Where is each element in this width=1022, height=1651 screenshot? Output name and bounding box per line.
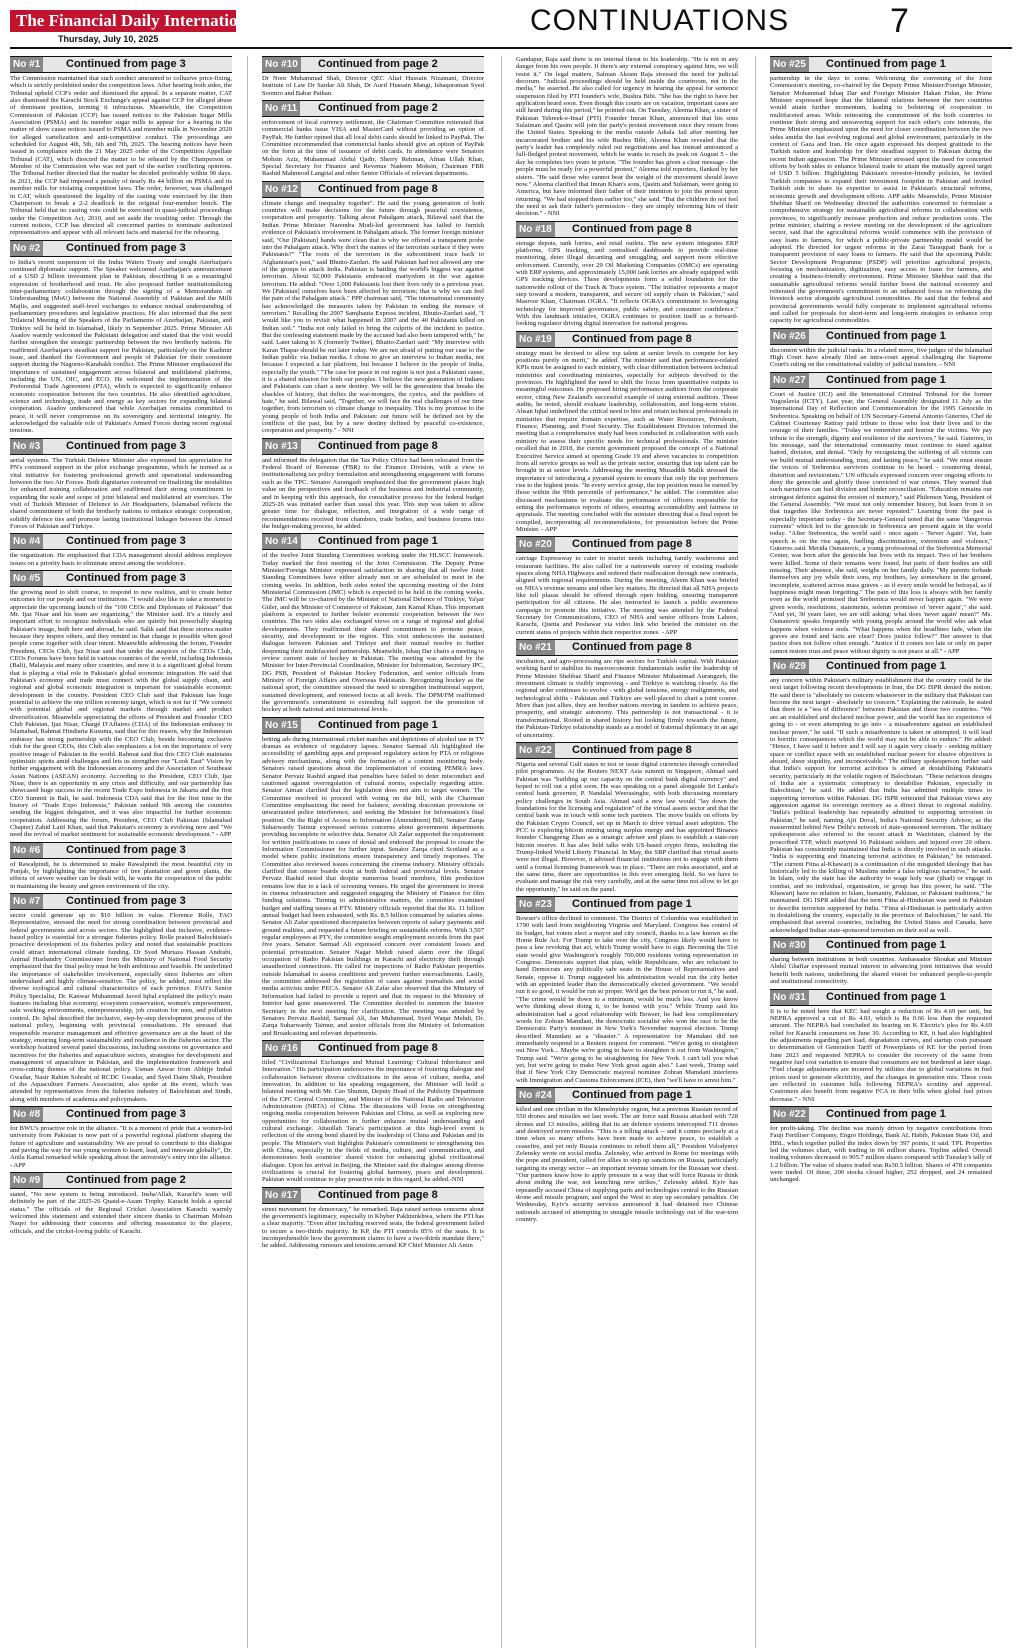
article-number: No #12	[262, 182, 301, 197]
continued-label: Continued from page 1	[826, 1107, 946, 1120]
article-header	[262, 100, 484, 117]
article-number: No #29	[770, 659, 809, 674]
column-1	[10, 56, 232, 1648]
article	[262, 181, 484, 435]
article-number: No #2	[10, 241, 43, 256]
masthead-rule	[10, 47, 1012, 49]
article-header	[516, 536, 738, 553]
article-header	[10, 1106, 232, 1123]
article-header	[10, 893, 232, 910]
continued-label: Continued from page 3	[66, 1107, 186, 1120]
article	[770, 1106, 992, 1184]
article-text: of Rawalpindi, he is determined to make Rawalpindi the most beautiful city in Punjab, by highlighting the importance of tree plantation and green plants, the effects of severe weather can be dealt with, he wants the cooperation of the public in maintaining the beauty and green environment of the city.	[10, 860, 232, 890]
article-header	[770, 658, 992, 675]
continued-label: Continued from page 3	[66, 843, 186, 856]
article	[262, 533, 484, 714]
article-header	[10, 438, 232, 455]
continued-label: Continued from page 2	[318, 102, 438, 115]
paper-name: The Financial Daily International	[16, 11, 261, 30]
article-header	[516, 896, 738, 913]
column-3	[516, 56, 738, 1648]
article-text: Court of Justice (ICJ) and the International Criminal Tribunal for the former Yugoslavia (ICTY). Last year, the General Assembly designated 11 July as the International Day of Reflection and Commemoration for the 1995 Genocide in Srebrenica. Speaking on behalf of UN Secretary-General Antonio Guterres, Chef de Cabinet Courtenay Rattray paid tribute to those who lost their lives and to the courage of their families. "Today we remember and honour the victims. We pay tribute to the strength, dignity and resilience of the survivors," he said. Guterres, in his message, said the international community must continue to stand against hatred, division, and denial. "Only by recognizing the suffering of all victims can we build mutual understanding, trust, and lasting peace," he said. "We must ensure the voices of Srebrenica survivors continue to be heard - countering denial, distortion and revisionism." UN officials expressed concern over ongoing efforts to deny the genocide and glorify those convicted of war crimes. They warned that such narratives can fuel division and hinder reconciliation. "Education remains our strongest defence against the erosion of memory," said Philemon Yang, President of the General Assembly. "We must not only remember history, but learn from it so that tragedies like Srebrenica are never repeated." Learning from the past is especially important today - the Secretary-General noted that the same "dangerous currents" which led to the genocide in Srebrenica are present again in the world today. "After Srebrenica, the world said - once again - 'Never Again'. Yet, hate speech is on the rise again, fuelling discrimination, extremism and violence," Guterres said. Merida Osmanovic, a young professional of the Srebrenica Memorial Center, was born after the genocide but lives with its impact. Two of her brothers were killed. Some of their remains were found, but parts of their bodies are still missing. Their absence, she said, weighs on her family daily. "My parents forbade themselves any joy while their sons, my brothers, lay somewhere in the ground, incomplete, scattered across mass graves - as if every smile would be betrayal, as if happiness might mean forgetting." The pain of this loss is always with her family even as the world promised that Srebrenica would never happen again. "We were given words, resolutions, statements, solemn promises of 'never again'," she said. "And yet, 30 years later, we are still asking: what does 'never again' mean?" Ms. Osmanovic speaks frequently with young people around the world who ask what happens when violence ends. "What happens when the headlines fade, when the graves are found and facts are clear? Does justice follow?" Her answer is that justice does not follow often enough. "Justice if it comes too late or only on paper cannot restore trust and peace without dignity is not peace at all." - APP	[770, 390, 992, 655]
article	[516, 331, 738, 534]
column-divider	[755, 56, 756, 1648]
article-text: The Commission maintained that such conduct amounted to collusive price-fixing, which is strictly prohibited under the competition laws. After hearing both sides, the Tribunal upheld CCP's order and dismissed the appeal. In a separate matter, CAT also dismissed the Karachi Stock Exchange's appeal against CCP for alleged abuse of dominant position, terming it infructuous. Meanwhile, the Competition Commission of Pakistan (CCP) has issued notices to the Pakistan Sugar Mills Association (PSMA) and its member sugar mills to appear for a hearing in the matter of show cause notices issued to PSMA and member mills in November 2020 for alleged cartelization and anti-competitive conduct. The proceedings are scheduled for August 4th, 5th, 6th and 7th, 2025. The hearing notices have been issued in compliance with the 21 May 2025 order of the Competition Appellate Tribunal (CAT), which directed the matter to be reheard by the Chairperson or Member of the Commission who was not part of the earlier conflicting opinions. The Tribunal further directed that the matter be decided preferably within 90 days. In 2021, the CCP had imposed a penalty of nearly Rs 44 billion on PSMA and its member mills for violating competition laws. The order, however, was challenged in CAT, which questioned the legality of the casting vote exercised by the then Chairperson to break a 2-2 deadlock in the original four-member bench. The Tribunal held that no casting vote could be exercised in quasi-judicial proceedings under the Competition Act, 2010, and set aside the resulting order. Through the current notices, CCP has directed all concerned parties to nominate authorized representatives and appear with all relevant facts and material for the rehearing.	[10, 75, 232, 237]
column-divider	[247, 56, 248, 1648]
article-number: No #24	[516, 1088, 555, 1103]
article-text: Gandapur, Raja said there is no internal threat to his leadership. "He is not in any danger from his own people. If there's any external conspiracy against him, we will resist it." On legal matters, Salman Akram Raja stressed the need for judicial decorum. "Judicial proceedings should be held inside the courtroom, not in the media," he asserted. He also called for urgency in hearing the appeal for sentence suspension filed by PTI founder's wife, Bushra Bibi. "She has the right to have her application heard soon. Even though this courts are on vacation, important cases are still heard during this period," he pointed out. On Tuesday, Aleema Khan, a sister of Pakistan Tehreek-e-Insaf (PTI) Founder Imran Khan, announced that his sons Sulaiman and Qasim will join the party's protest movement once they return from the United States. Speaking to the media outside Adiala Jail after meeting her incarcerated brother and his wife Bushra Bibi, Aleema Khan revealed that the party's leader has completely ruled out negotiations and has instead announced a full-fledged protest movement, which he wants to reach its peak on August 5 - the day he completes two years in prison. "The founder has given a clear message - the people must be ready for a powerful protest," Aleema told reporters, flanked by her sisters. "He said those who cannot bear the weight of the movement should leave now." Aleema clarified that Imran Khan's sons, Qasim and Sulaiman, were going to America, but have informed their father of their intention to join the protest upon returning. "We had stopped them earlier too," she said. "But the children do not feel the need to ask their father's permission - they are simply informing him of their decision." - NNI	[516, 56, 738, 218]
article	[262, 717, 484, 1037]
article	[770, 658, 992, 934]
article-number: No #22	[770, 1107, 809, 1122]
article	[770, 56, 992, 325]
article	[10, 438, 232, 530]
article-text: Bowser's office declined to comment. The District of Columbia was established in 1790 with land from neighboring Virginia and Maryland. Congress has control of its budget, but voters elect a mayor and city council, thanks to a law known as the Home Rule Act. For Trump to take over the city, Congress likely would have to pass a law revoking that act, which Trump would have to sign. Becoming the 51st state would give Washington's roughly 700,000 residents voting representation in Congress. Democrats support that plan, while Republicans, who are reluctant to hand Democrats any politically safe seats in the House of Representatives and Senate, oppose it. Trump suggested his administration would run the city better with an appointed leader than the democratically elected government. "We would run it so good, it would be run so proper. We'd get the best person to run it," he said. "The crime would be down to a minimum, would be much less. And you know we're thinking about doing it, to be honest with you." While Trump said his administration had a good relationship with Bowser, he had less complimentary words for Zohran Mamdani, the democratic socialist who won the race to be the Democratic Party's nominee in New York's November mayoral election. Trump described Mamdani as a "disaster." A representative for Mamdani did not immediately respond to a Reuters request for comment. "We're going to straighten out New York... Maybe we're going to have to straighten it out from Washington," Trump said. "We're going to be straightening for New York. I can't tell you what yet, but we're going to make New York great again also." Last week, Trump said that if New York City Democratic mayoral nominee Zohran Mamdani interferes with Immigration and Customs Enforcement (ICE), then "we'll have to arrest him."	[516, 915, 738, 1084]
continued-label: Continued from page 1	[318, 535, 438, 548]
article-number: No #19	[516, 332, 555, 347]
article-number: No #10	[262, 57, 301, 72]
article	[770, 989, 992, 1103]
article-text: discontent within the judicial ranks. In a related move, five judges of the Islamabad High Court have already filed an intra-court appeal challenging the Supreme Court's ruling on the constitutional validity of judicial transfers. - NNI	[770, 346, 992, 369]
article-text: and informed the delegation that the Tax Policy Office had been relocated from the Federal Board of Revenue (FBR) to the Finance Division, with a view to institutionalizing tax policy formulation and strengthening engagement with forums such as the TPC. Senator Aurangzeb emphasized that the government places high value on the perspectives and feedback of the business and industrial community, and in keeping with this approach, the consultative process for the federal budget 2025-26 was initiated earlier than usual this year. This step was taken to allow greater time for dialogue, reflection, and integration of a wide range of recommendations received from chambers, trade bodies, and business forums into the budget-making process, he added.	[262, 456, 484, 530]
continued-label: Continued from page 8	[572, 332, 692, 345]
article-number: No #21	[516, 640, 555, 655]
article-number: No #8	[10, 1107, 43, 1122]
article-text: aerial systems. The Turkish Defence Minister also expressed his appreciation for PN's continued support in the pilot exchange programme, which he termed as a vital initiative for fostering professional growth and operational understanding between the two Air Forces. Both dignitaries concurred on finalizing the modalities for enhanced training collaboration and reaffirmed their strong commitment to expanding the scale and scope of joint bilateral and multilateral air exercises. The visit of Turkish Minister of Defence to Air Headquarters, Islamabad reflects the shared commitment of both the brotherly nations to enhance strategic cooperation, solidify defence ties and promote lasting institutional linkages between the Armed Forces of Pakistan and Türkiye.	[10, 456, 232, 530]
article-text: strategy must be devised to allow top talent at senior levels to compete for key positions purely on merit," he added. The minister said that performance-related KPIs must be assigned to each ministry, with clear differentiation between technical ministries and coordinating ministries, especially for subjects devolved to the provinces. He highlighted the need to shift the focus from quantitative outputs to meaningful outcomes. He proposed hiring performance auditors from the corporate sector, citing New Zealand's successful example of using external auditors. These audits, he noted, should evaluate leadership, collaboration, and long-term vision. Ahsan Iqbal underlined the critical need to hire and retain technical professionals in ministries that require domain expertise, such as Water Resources, Petroleum, Finance, Planning, and Food Security. The Establishment Division informed the meeting that a comprehensive study had been conducted in collaboration with each ministry to assess their specific needs for technical professionals. The minister recalled that in 2018, the current government proposed the concept of a National Executive Service aimed at opening Grade 19 and above vacancies to competition from all service groups as well as the private sector, ensuring that top talent can be brought in at senior levels. Addressing the meeting Musaddik Malik stressed the importance of introducing a pyramid system to ensure that only the top performers rise to the highest posts. "In every service group, the top position must be earned by those within the 99th percentile of performance," he added. The committee also discussed mechanisms to evaluate the performance of officers responsible for setting the performance reports of others, ensuring accountability and fairness in appraisals. The meeting concluded with the minister directing that a final report be compiled, incorporating all recommendations, for presentation before the Prime Minister. - APP	[516, 349, 738, 533]
article	[516, 536, 738, 636]
continued-label: Continued from page 8	[572, 641, 692, 654]
publication-date: Thursday, July 10, 2025	[58, 34, 159, 44]
continued-label: Continued from page 1	[826, 939, 946, 952]
masthead	[0, 0, 1022, 50]
continued-label: Continued from page 8	[318, 182, 438, 195]
article	[262, 56, 484, 97]
article-number: No #23	[516, 897, 555, 912]
article-number: No #11	[262, 101, 300, 116]
article-text: of the twelve Joint Standing Committees working under the HLSCC framework. Today marked the first meeting of the Joint Commission. The Deputy Prime Minister/Foreign Minister expressed satisfaction in sharing that all twelve Joint Standing Committees have either already met or are scheduled to meet in the coming weeks. In addition, both sides noted the upcoming meeting of the Joint Ministerial Commission (JMC) which is expected to be held in the coming weeks. The JMC will be co-chaired by the Minister of National Defence of Türkiye, Ya'şar Güler, and the Minister of Commerce of Pakistan, Jam Kamal Khan. This important platform is expected to further bolster economic cooperation between the two countries. The two sides also exchanged views on a range of regional and global developments. They reaffirmed their shared commitment to promote peace, security, and development in the region. This visit underscores the sustained dialogue between Pakistan and Türkiye and their mutual resolve to further deepening their multifaceted partnership. Meanwhile, Ishaq Dar chairs a meeting to review current state of hockey in Pakistan. The meeting was attended by the Minister for Inter-Provincial Coordination, Minister for Information, Secretary IPC, DG PSB, President of Pakistan Hockey Federation, and senior officials from Ministry of Foreign Affairs and Overseas Pakistanis. Recognizing hockey as the national sport, the committee stressed the need to strengthen institutional support, sustained development, and renewed focus at all levels. The DPM/FM reaffirmed the government's commitment to extending full support for the promotion of hockey at both national and international levels.	[262, 552, 484, 714]
article-number: No #4	[10, 534, 43, 549]
continued-label: Continued from page 8	[318, 1041, 438, 1054]
article-header	[10, 1172, 232, 1189]
continued-label: Continued from page 1	[572, 1088, 692, 1101]
article-text: the growing need to shift course, to respond to new realities, and to create better outcomes for our people and our institutions. "I would also like to take a moment to appreciate the upcoming launch of the "100 CEOs and Diplomats of Pakistan" that Mr. Ijaz Nisar and his team are organizing," the Minister said. It's a timely and important effort to recognize individuals who are quietly but powerfully shaping Pakistan's image, both here and abroad, he said. Salik said that these stories matter because they inspire others, and they remind us that change is possible when good people come together with clear intent. Meanwhile addressing the forum, Founder President, CEOs Club, Ijaz Nisar said that under the auspices of the CEOs Club, CEOs Forums have been held in various countries of the world, including Indonesia (Bali), Malaysia and many other countries, and now it is a significant global forum that is playing a vital role in Pakistan's global economic integration. He said that Pakistan's economy and trade must connect with the global supply chain, and regional and global economic integration is important for sustainable economic development in the country. President CEO Club said that Pakistan has huge potential to achieve the one trillion economy target, which is not far if "We connect with potential global and regional markets through market and product diversification. Meanwhile appreciating the efforts of President and Founder CEO Club Pakistan, Ijaz Nisar, Chargé D'Affaires (CDA) of the Indonesian embassy in Islamabad, Rahmat Hindiarta Kusuma, said that for this reason, why the Indonesian embassy has strong partnership with the CEO Club, beside becoming exclusive club for the great CEOs, this Club also emphasizes a lot on the importance of very positive image of Pakistan in the world. Rahmat said that this CEO Club maintains optimistic spirits amid challenges and lets us strengthen our "Look East" Vision by further engagement with the Indonesian economy and the Association of Southeast Asian Nations (ASEAN) economy. According to the President, CEO Club, Ijaz Nisar, there is an opportunity in any crisis and difficulty, and our partnership has showcased huge success in the recent Trade Expo Indonesia in Jakarta and the first CEO Summit in Bali, he said. Indonesia CDA said that for the first time in the history of "Trade Expo Indonesia," Pakistan ranked 9th among the countries sending the biggest delegation, and it was also impactful for further economic cooperation. Addressing the forum, President, CEO Club Pakistan (Islamabad Chapter) Zahid Latif Khan, said that Pakistan's economy is evolving now and "We need the revival of market sentiment for sustainable economic development." - APP	[10, 588, 232, 839]
article-header	[262, 438, 484, 455]
continued-label: Continued from page 1	[318, 718, 438, 731]
article	[770, 328, 992, 369]
article	[10, 56, 232, 237]
article-text: enforcement of local currency settlement, the Chairman Committee reiterated that commercial banks issue VISA and MasterCard without providing an option of PayPak. He further opined that all local debit cards should be linked to PayPak. The Committee recommended that commercial banks should give an option of PayPak on the form at the time of issuance of debit cards. In attendance were Senators Mohsin Aziz, Muhammad Abdul Qadir, Sherry Rehman, Afnan Ullah Khan, Special Secretary for Finance and Revenue Nadeem Mohsin, Chairman FBR Rashid Mahmood Langrial and other Senior Officials of relevant departments.	[262, 119, 484, 178]
article-number: No #17	[262, 1188, 301, 1203]
article-header	[262, 56, 484, 73]
article	[516, 221, 738, 328]
continued-label: Continued from page 3	[66, 241, 186, 254]
continued-label: Continued from page 2	[318, 58, 438, 70]
continued-label: Continued from page 8	[318, 1188, 438, 1201]
article-text: Nigeria and several Gulf states to test or issue digital currencies through controlled pilot programmes. At the Reuters NEXT Asia summit in Singapore, Ahmad said Pakistan was "building up our capacity on the central bank digital currency" and hoped to roll out a pilot soon. He was speaking on a panel alongside Sri Lanka's central bank governor, P. Nandalal Weerasinghe, with both discussing monetary policy challenges in South Asia. Ahmad said a new law would "lay down the foundations for the licensing and regulation" of the virtual assets sector and that the central bank was in touch with some tech partners. The move builds on efforts by the Pakistan Crypto Council, set up in March to drive virtual asset adoption. The PCC is exploring bitcoin mining using surplus energy and has appointed Binance founder Changpeng Zhao as a strategic adviser and plans to establish a state-run bitcoin reserve. It has also held talks with US-based crypto firms, including the Trump-linked World Liberty Financial. In May, the SBP clarified that virtual assets were not illegal. However, it advised financial institutions not to engage with them until a formal licensing framework was in place. "There are risks associated, and at the same time, there are opportunities in this ever emerging field. So we have to evaluate and manage the risk very carefully, and at the same time not allow to let go the opportunity," he said on the panel.	[516, 760, 738, 893]
article	[516, 1087, 738, 1224]
continued-label: Continued from page 8	[318, 439, 438, 452]
article-header	[516, 331, 738, 348]
article-header	[516, 221, 738, 238]
article-text: Dr Noor Muhammad Shah, Director QEC Altaf Hussain Nizamani, Director Institute of Law Dr Sardar Ali Shah, Dr Aurif Hussain Mangi, Ishaquraman Syed Soomro and Babar Pathan.	[262, 75, 484, 97]
article-header	[262, 1040, 484, 1057]
article-number: No #20	[516, 537, 555, 552]
article-number: No #15	[262, 718, 301, 733]
article	[770, 372, 992, 655]
article-header	[770, 937, 992, 954]
continued-label: Continued from page 1	[572, 898, 692, 911]
article	[262, 100, 484, 178]
article-text: betting ads during international cricket matches and depictions of alcohol use in TV dramas as evidence of regulatory lapses. Senator Sarmad Ali highlighted the accessibility of gambling apps and proposed regulatory action by PTA or religious advisory mechanisms, along with the formation of a content monitoring body. Senators raised questions about the implementation of existing PEMRA laws. Senator Pervaiz Rashid argued that penalties have failed to deter misconduct and cautioned against overregulation of cultural norms, especially regarding attire. Senator Aiman clarified that the legislation does not aim to target women. The Committee resolved to proceed with voting on the bill, with the Chairman Committee emphasizing the need for balance, avoiding draconian provisions or unwarranted police interference, and seeking the Minister for Information's final position. On the Right of Access to Information (Amendment) Bill, Senator Zarqa Suharwardy Taimur expressed serious concerns about government departments providing incomplete or selective data. Senator Ali Zafar supported the requirement for written justifications in cases of denial and endorsed the proposal to create the Information Commissioner for further input. Senator Zarqa cited Scotland as a model where public institutions ensure transparency and timely responses. The Committee also reviewed issues concerning the cinema industry. Ministry officials clarified that censor boards exist at both federal and provincial levels. Senator Pervaiz Rashid noted that despite numerous board members, film production remains low due to a lack of screening venues. He urged the government to invest in cinema infrastructure and suggested engaging the Ministry of Finance for film funding solutions. Turning to administrative matters, the committee examined budget and staffing issues at PTV. Ministry officials reported that the Rs. 11 billion annual budget had been exhausted, with Rs. 8.5 billion consumed by salaries alone. Senator Ali Zafar questioned discrepancies between reports of salary payments and ground realities, and requested a future briefing on sustainable reforms. With 3,507 regular employees at PTV, the committee sought employment records from the past five years. Senator Sarmad Ali expressed concern over consistent losses and potential privatization. Senator Nagar Mehdi raised alarm over the illegal occupation of Radio Pakistan buildings in Karachi and electricity theft through unauthorized connections. He called for inspections of Radio Pakistan properties outside Islamabad to assess conditions and prevent further encroachments. Lastly, the committee addressed the registration of cases against journalists and social media activists under PECA. Senator Ali Zafar also observed that the Ministry of Information had failed to provide a report and that its request to the Ministry of Interior had gone unanswered. The Committee decided to summon the Interior Secretary in the next meeting for clarification. The meeting was attended by Senators Pervaiz Rashid, Sarmad Ali, Jan Muhammad, Syed Waqar Mehdi, Dr. Zarqa Suharwardy Taimur, and senior officials from the Ministry of Information and Broadcasting and relevant departments.	[262, 735, 484, 1037]
continued-label: Continued from page 2	[66, 1174, 186, 1186]
article-number: No #25	[770, 57, 809, 72]
continued-label: Continued from page 1	[826, 660, 946, 673]
continued-label: Continued from page 8	[572, 743, 692, 756]
article-header	[10, 240, 232, 257]
article	[770, 937, 992, 985]
article-number: No #1	[10, 57, 43, 72]
article-header	[10, 570, 232, 587]
continued-label: Continued from page 3	[66, 439, 186, 452]
article	[10, 240, 232, 435]
article-number: No #9	[10, 1173, 43, 1188]
continued-label: Continued from page 3	[66, 571, 186, 584]
column-divider	[501, 56, 502, 1648]
article	[10, 570, 232, 839]
continued-label: Continued from page 3	[66, 535, 186, 548]
continued-label: Continued from page 3	[66, 895, 186, 907]
article-header	[10, 533, 232, 550]
article	[262, 438, 484, 530]
article-header	[262, 533, 484, 550]
article-header	[770, 372, 992, 389]
article-number: No #30	[770, 938, 809, 953]
article-header	[262, 1187, 484, 1204]
article-header	[10, 56, 232, 73]
article-header	[770, 1106, 992, 1123]
article-header	[770, 56, 992, 73]
article-number: No #18	[516, 222, 555, 237]
article-header	[770, 989, 992, 1006]
continued-label: Continued from page 1	[826, 329, 946, 342]
article-text: partnership in the days to come. Welcoming the convening of the Joint Commission's meeting, co-chaired by the Deputy Prime Minister/Foreign Minister, Senator Mohammad Ishaq Dar and Foreign Minister Hakan Fidan, the Prime Minister expressed hope that the bilateral relations between the two countries would attain further momentum, leading to bolstering of cooperation in multifaceted areas. While reiterating the commitment of the both countries to continue their strong and unwavering support for each other's core interests, the Prime Minister emphasized upon the need for closer coordination between the two sides amidst the fast evolving regional and global environment, particularly in the context of Gaza and Iran. He once again expressed his deepest gratitude to the Turkish nation and leadership for their steadfast support to Pakistan during the recent Indian aggression. The Prime Minister stressed upon the need for concerted efforts by both sides to enhance bilateral trade to attain the mutually agreed target of USD 5 billion. Highlighting Pakistan's investor-friendly policies, he invited Turkish companies to expand their investment footprint in Pakistan and invited Turkish side to share its expertise to assist in Pakistan's structural reforms, economic growth and development efforts. APP adds: Meanwhile, Prime Minister Shehbaz Sharif on Wednesday directed the authorities concerned to formulate a comprehensive strategy for sustainable agricultural reforms in collaboration with provinces, to significantly increase production and reduce production costs. The prime minister, chairing a review meeting on the development of the agriculture sector, said that the agricultural reforms would commence with the provision of easy loans to farmers, for which a public-private partnership model would be adopted. He directed for urgent reforms in the Zarai Taraqqiati Bank for a transparent provision of easy loans to farmers. He said that the upcoming Public Sector Development Programme (PSDP) will prioritize agricultural projects, focusing on mechanization, digitization, easy access to loans for farmers, and creating a business-friendly environment. Prime Minister Shehbaz said that the sustainable agricultural reforms would further boost the national economy and reiterated the government's commitment to an enhanced focus on reforming the livestock sector alongside agricultural commodities. He said that the federal and provincial governments would fully cooperate to implement agricultural reforms and called for proposals for short-term and long-term strategies to enhance crop capacity for agricultural commodities.	[770, 75, 992, 325]
article-number: No #7	[10, 894, 43, 909]
article-text: storage depots, tank lorries, and retail outlets. The new system integrates ERP platforms, GPS tracking, and centralised dashboards to provide real-time monitoring, deter illegal decanting and smuggling, and support more effective enforcement. Currently, over 29 Oil Marketing Companies (OMCs) are operating with ERP systems, and approximately 15,000 tank lorries are already equipped with GPS tracking devices. These developments form a solid foundation for the nationwide rollout of the Track & Trace system. "The initiative represents a major step toward a modern, transparent, and secure oil supply chain in Pakistan," said Masroor Khan, Chairman OGRA. "It reflects OGRA's commitment to leveraging technology for improved governance, public safety, and consumer confidence." With this landmark initiative, OGRA continues to position itself as a forward-looking regulator driving digital innovation for national progress.	[516, 239, 738, 328]
continued-label: Continued from page 3	[66, 58, 186, 70]
article	[516, 639, 738, 739]
continued-label: Continued from page 1	[826, 58, 946, 70]
article	[10, 533, 232, 567]
article-number: No #5	[10, 571, 43, 586]
article-text: the organization. He emphasized that CDA management should address employee issues on a priority basis to eliminate unrest among the workforce.	[10, 552, 232, 567]
article	[262, 1040, 484, 1184]
article-header	[262, 181, 484, 198]
article-text: for BWU's proactive role in the alliance. "It is a moment of pride that a women-led university from Pakistan is now part of a powerful regional platform shaping the future of agriculture and sustainability. We are proud to contribute to this dialogue and paving the way for our young women to learn, lead, and innovate globally", Dr. Anila Kamal remarked while speaking about the university's entry into the alliance. - APP	[10, 1124, 232, 1169]
article-header	[10, 842, 232, 859]
column-4	[770, 56, 992, 1648]
article	[10, 842, 232, 890]
article-header	[516, 1087, 738, 1104]
article-header	[516, 742, 738, 759]
article	[10, 893, 232, 1103]
article-number: No #27	[770, 373, 809, 388]
article-number: No #14	[262, 534, 301, 549]
article-text: It is to be noted here that KEC had sought a reduction of Rs 4.69 per unit, but NEPRA approved a cut of Rs 4.03, which is Rs 0.66 less than the requested amount. The NEPRA had concluded its hearing on K Electric's plea for Rs 4.69 relief for Karachi consumers on June 30. According to KE, it had also highlighted the adjustments regarding part load, degradation curves, and startup costs pursuant to determination of Generation Tariff of Powerplants of KE for the period from June 2023 and requested NEPRA to consider the recovery of the same from negative fuel cost variation to ensure that consumers are not burdened at later stage. "Fuel charge adjustments are incurred by utilities due to global variations in fuel prices used to generate electricity, and the changes in generation mix. These costs are reflected in customer bills following NEPRA's scrutiny and approval. Customers also benefit from negative FCA in their bills when global fuel prices decrease." - NNI	[770, 1007, 992, 1103]
article	[516, 56, 738, 218]
article-text: for profit-taking. The decline was mainly driven by negative contributions from Fauji Fertiliser Company, Engro Holdings, Bank AL Habib, Pakistan State Oil, and HBL, which together pulled the index down by 397 points, it said. TPL Properties led the volumes chart, with trading in 66 million shares. Topline added. Overall trading volumes decreased to 905.7 million shares compared with Tuesday's tally of 1.2 billion. The value of shares traded was Rs30.5 billion. Shares of 478 companies were traded. Of these, 200 stocks closed higher, 252 dropped, and 24 remained unchanged.	[770, 1124, 992, 1184]
article	[262, 1187, 484, 1250]
article-number: No #26	[770, 329, 809, 344]
article-number: No #13	[262, 439, 301, 454]
article-header	[770, 328, 992, 345]
article-text: titled "Civilizational Exchanges and Mutual Learning: Cultural Inheritance and Innovation." His participation underscores the importance of fostering dialogue and collaboration between diverse civilizations in the areas of culture, media, and innovation. In addition to his speaking engagement, the Minister will hold a bilateral meeting with Mr. Cao Shumin, Deputy Head of the Publicity Department of the CPC Central Committee, and Minister of the National Radio and Television Administration (NRTA) of China. The discussions will focus on strengthening ongoing media cooperation between Pakistan and China, as well as exploring new opportunities for collaboration to further enhance mutual understanding and cultural exchange. Attaullah Tarar's participation at this high-level event is reflection of the strong bond shared by the leadership of China and Pakistan and its people. The Minister's visit highlights Pakistan's commitment to strengthening ties with China, especially in the fields of media, culture, and communication, and demonstrates both countries' shared vision for enhancing global civilizational dialogue. Upon his arrival in Beijing, the Minister said the dialogue among diverse civilizations is crucial for fostering global harmony, peace and development. Pakistan would continue to play proactive role in this regard, he added.-NNI	[262, 1058, 484, 1184]
article-text: any concern within Pakistan's military establishment that the country could be the next target following recent developments in Iran, the DG ISPR denied the notion. He said there is "absolutely no concern whatsoever in the military that Pakistan can become the next target - absolutely no concern." Explaining the rationale, he stated that there is a "sea of difference" between Pakistan and those two countries. "We are an established and declared nuclear power, and the world has no experience of going to - or even attempting to go into - a misadventure against an established nuclear power," he said. "If such a misadventure is taken or attempted, it will lead to horrific consequences which the world may not be able to endure." He added: "Hence, I have said it before and I will say it again very clearly - seeking military space or conflict space with an established nuclear power for elusive objectives is absurd, sheer stupidity, and inconceivable." The military spokesperson further said that India's support for terrorist activities is aimed at destabilising Pakistan's security, particularly in the volatile region of Balochistan. "These nefarious designs of India are a systematic conspiracy to destabilise Pakistan, especially in Balochistan," he said. He added that India has admitted multiple times to supporting terrorism within Pakistan. DG ISPR reiterated that Pakistan views any aggression against its sovereign territory as a direct threat to regional stability. "India's political leadership has repeatedly admitted to supporting terrorism in Pakistan," he said, naming Ajit Doval, India's National Security Advisor, as the mastermind behind New Delhi's network of state-sponsored terrorism. The military spokesperson also referred to the recent attack in Waziristan, claimed by the proscribed TTP, which martyred 16 Pakistani soldiers and injured over 20 others. Pakistan has consistently maintained that India is directly involved in such attacks. "India is supporting and financing terrorist activities in Pakistan," he reiterated. "The current Fitna al-Khawarij is a continuation of the misguided ideology that has historically led to the killing of Muslims under a false religious narrative," he said. In Islam, only the state has the authority to wage holy war (jihad) or engage in combat, and no individual, organisation, or group has this power, he said. "The Khawarij have no relation to Islam, humanity, Pakistan, or Pakistani traditions," he maintained. DG ISPR added that the term Fitna al-Hindustan was used in Pakistan to describe terrorists supported by India. "Fitna al-Hindustan is particularly active in destabilising the country, especially in the province of Balochistan," he said. He emphasised that several countries, including the United States and Canada, have acknowledged Indian state-sponsored terrorism on their soil as well.	[770, 677, 992, 934]
continued-label: Continued from page 8	[572, 538, 692, 551]
article	[516, 896, 738, 1084]
article-text: sector could generate up to $10 billion in value. Florence Rolle, FAO Representative, stressed the need for strong coordination between provincial and federal governments and across sectors. She highlighted that inclusive, evidence-based policy is essential for a stronger fisheries policy. Rolle praised Balochistan's proactive development of its fisheries policy and noted that sustainable practices could attract international climate funding. Dr Syed Murtaza Hassan Andrabi, Animal Husbandry Commissioner from the Ministry of National Food Security emphasized that the final policy must be both ambitious and feasible. He underlined the importance of stakeholder involvement, especially since fisheries are often undervalued and highly climate-sensitive. The policy, he added, must reflect the diverse ecological and cultural characteristics of each province. FAO's Senior Policy Specialist, Dr. Kanwar Muhammad Javed Iqbal explained the policy's main features including blue economy, ecosystem conservation, women's empowerment, safe working environments, entrepreneurship, job creation for men, and pollution control. Dr. Iqbal described the inclusive, step-by-step development process of the national policy, beginning with provincial consultations. He stressed that responsible resource management and effective governance are at the heart of the strategy, ensuring long-term sustainability and resilience in the fisheries sector. The workshop featured several panel discussions, including sessions on governance and incentives for the fisheries and aquaculture sectors, strategies for development and management of aquaculture in Pakistan, and the implementation framework and cross-cutting themes of the national policy. Usman Anwar from Abhijje Imbal Gwadar, Nasir Rahim Sohrabi of RCDC Gwadar, and Syed Daim Shah, President of the Aquaculture Farmers Association, also spoke at the event, which was attended by representatives from the fisheries industry of Balochistan and Sindh, along with members of academia and policymakers.	[10, 912, 232, 1103]
article	[10, 1106, 232, 1169]
article-header	[262, 717, 484, 734]
article-text: carriage Expressway to cater to tourist needs including family washrooms and restaurant facilities. He also called for a nationwide survey of existing roadside spaces along NHA Highways and ordered their reallocation through new contracts, aligned with regional requirements. During the meeting, Aleem Khan was briefed on NHA's revenue streams and other key matters. He directed that all NHA projects like toll plazas should be offered through open bidding, ensuring transparent participation for all citizens. He also instructed to launch a public awareness campaign to promote this initiative. The meeting was attended by the Federal Secretary for Communications, CEO of NHA and senior officers from Lahore, Karachi, Quetta and Peshawar via video link who briefed the minister on the current status of projects within their respective zones. - APP	[516, 555, 738, 636]
article-text: to India's recent suspension of the Indus Waters Treaty and sought Azerbaijan's continued diplomatic support. The Speaker welcomed Azerbaijan's announcement of a USD 2 billion investment plan in Pakistan, describing it as a meaningful expression of brotherhood and trust. He also proposed further institutionalizing inter-parliamentary collaboration through the signing of a Memorandum of Understanding (MoU) between the National Assembly of Pakistan and the Milli Majlis, and suggested staff-level exchanges to enhance mutual understanding of parliamentary procedures and legislative practices. He also informed that the next Trilateral Meeting of the Speakers of the Parliaments of Azerbaijan, Pakistan, and Türkiye will be held in Islamabad, likely in September 2025. Prime Minister Ali Asadov warmly welcomed the Pakistani delegation and stated that the visit would further strengthen the strategic partnership between the two brotherly nations. He reaffirmed Azerbaijan's steadfast support for Pakistan, particularly on the Kashmir issue, and thanked the Government and people of Pakistan for their consistent support during the Nagorno-Karabakh conflict. The Prime Minister emphasized the importance of sustained engagement across bilateral and multilateral platforms, including the UN, OIC, and ECO. He welcomed the implementation of the Preferential Trade Agreement (PTA), which is expected to significantly enhance economic cooperation between the two countries. He also identified agriculture, science and technology, trade and energy as key sectors for expanding bilateral cooperation. Asadov underscored that while Azerbaijan remains committed to peace, it will never compromise on its sovereignty and territorial integrity. He acknowledged the valuable role of Pakistan's Armed Forces during recent regional tensions.	[10, 258, 232, 435]
column-2	[262, 56, 484, 1648]
article-number: No #22	[516, 743, 555, 758]
article-text: climate change and inequality together". He said the young generation of both countries will make decisions for the future through peaceful coexistence, cooperation and prosperity. Talking about Pahalgam attack, Bilawal said that the Indian Prime Minister Narendra Modi-led government has failed to furnish evidence of Pakistan's involvement in Pahalgam attack. The former foreign minister said, "Our [Pakistan] hands were clean that is why we offered a transparent probe into the Pahalgam attack. Why don't the names of the terrorists surface if they were Pakistanis?" "The roots of the terrorism in the subcontinent trace back to Afghanistan's past," said Bhutto-Zardari. He said Pakistan had not allowed any one of the groups to attack India. Pakistan is battling the world's biggest war against terrorism. About 92,000 Pakistanis embraced martyrdom in the war against terrorism. He added: "Over 1,000 Pakistanis lost their lives only in a previous year. We [Pakistan] ourselves have been affected by terrorism; that is why we can feel the pain of the Pahalgam attack." PPP chairman said, "The international community has acknowledged the measures taken by Pakistan in ending the menace of terrorism." Recalling the 2007 Samjhauta Express incident, Bhutto-Zardari said, "I would like you to revisit what happened in 2007 and the 40 Pakistanis killed on Indian soil." "India not only failed to bring the culprits of the incident to justice. But the confessing statement made by the accused had also been tampered with," he said. Later taking to X (formerly Twitter), Bhutto-Zardari said: "My interview with Karan Thapar should be out later today. We are not afraid of putting our case to the Indian public via Indian media. I chose to give an interview to Indian media, not because I expected a fair platform, but because I believe in the people of India, especially the youth." "The case for peace in our region is not just a Pakistani cause, it is a shared mission for both our peoples. I believe the new generation of Indians and Pakistanis can chart a new destiny. We will be the generation that breaks the shackles of history, that defies the war-mongers, the cynics, and the peddlers of hate," he said. Bilawal said, "Together, we will face the real challenges of our time together, from terrorism to climate change to inequality. This is my promise to the young people of both India and Pakistan: our future will be defined not by the conflicts of the past, but by a new destiny defined by peaceful co-existence, cooperation and prosperity." - NNI	[262, 199, 484, 435]
article-header	[516, 639, 738, 656]
article-number: No #31	[770, 990, 809, 1005]
article-text: stated, "No new system is being introduced. Insha'Allah, Karachi's team will definitely be part of the 2025-26 Quaid-e-Azam Trophy. Karachi holds a special status." The officials of the Regional Cricket Association Karachi warmly welcomed this statement and extended their sincere thanks to Chairman Mohsin Naqvi for addressing their concerns and offering reassurance to the players, officials, and the cricket-loving public of Karachi.	[10, 1191, 232, 1235]
article-text: sharing between institutions in both countries. Ambassador Shoukat and Minister Abdel Ghaffar expressed mutual interest in advancing joint initiatives that would benefit both nations, underlining the shared vision for enhanced people-to-people and institutional connectivity.	[770, 956, 992, 986]
continued-label: Continued from page 1	[826, 990, 946, 1003]
continued-label: Continued from page 8	[572, 222, 692, 235]
article-number: No #3	[10, 439, 43, 454]
section-title: CONTINUATIONS	[530, 4, 790, 37]
article-text: incubation, and agro-processing are ripe sectors for Turkish capital. With Pakistan working hard to stabilize its macroeconomic fundamentals under the leadership of Prime Minister Shehbaz Sharif and Finance Minister Muhammad Aurangzeb, the investment climate is visibly improving - and Türkiye is watching closely. As the regional order continues to evolve - with global tensions, energy realignments, and technological shifts - Pakistan and Türkiye are well-placed to chart a joint course. More than just allies, they are brother nations moving in tandem to achieve peace, prosperity, and strategic autonomy. This partnership is not transactional - it is transformational. Rooted in shared history but looking firmly towards the future, the Pakistan-Türkiye relationship stands as a model of fraternal diplomacy in an age of uncertainty.	[516, 658, 738, 739]
article	[516, 742, 738, 893]
page-number: 7	[890, 2, 909, 40]
article-number: No #16	[262, 1041, 301, 1056]
article	[10, 1172, 232, 1235]
article-text: killed and one civilian in the Khmelnytsky region, but a previous Russian record of 550 drones and missiles set last week. The air force said Russia attacked with 728 drones and 13 missiles, adding that its air defence systems intercepted 711 drones and destroyed seven missiles. "This is a telling attack -- and it comes precisely at a time when so many efforts have been made to achieve peace, to establish a ceasefire, and yet only Russia continues to rebuff them all," President Volodymyr Zelensky wrote on social media. Zelensky, who arrived in Rome for meetings with the pope and president, called for allies to step up sanctions on Russia, particularly targeting its energy sector -- an important revenue stream for the Russian war chest. "Our partners know how to apply pressure in a way that will force Russia to think about ending the war, not launching new strikes," Zelensky added. Kyiv has repeatedly accused China of supplying parts and technologies central to the Russian drone and missile program, and urged the West to step up secondary penalties. On Wednesday, Kyiv's security services announced it had detained two Chinese nationals accused of attempting to smuggle missile technology out of the war-torn country.	[516, 1105, 738, 1224]
article-text: street movement for democracy," he remarked. Raja raised serious concerns about the government's legitimacy, especially in Khyber Pakhtunkhwa, where the PTI has a clear majority. "Even after including reserved seats, the federal government failed to secure a two-thirds majority. In KP, the PTI controls 85% of the seats. It is incomprehensible how the government claims to have a two-thirds mandate there," he added. Addressing rumours and tensions around KP Chief Minister Ali Amin	[262, 1205, 484, 1250]
continued-label: Continued from page 1	[826, 373, 946, 386]
article-number: No #6	[10, 843, 43, 858]
